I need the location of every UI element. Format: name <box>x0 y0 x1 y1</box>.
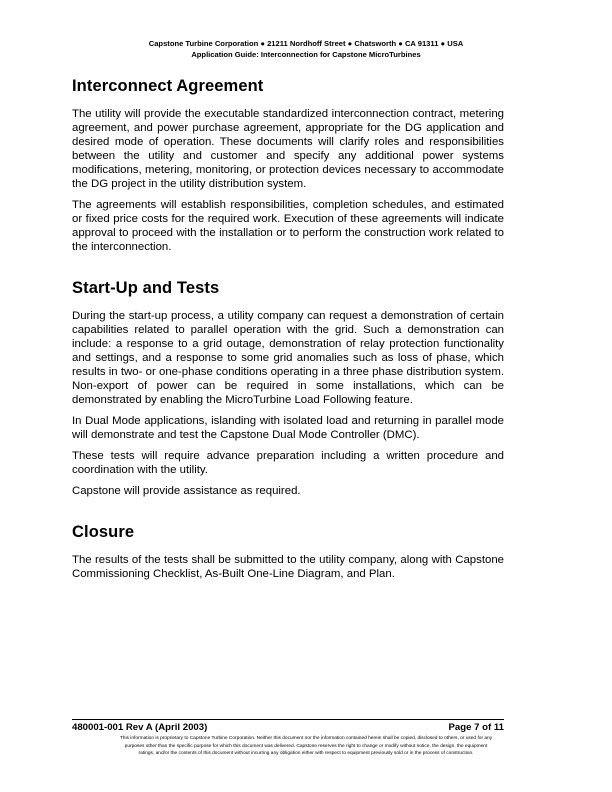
page-header <box>0 38 612 60</box>
page-number: Page 7 of 11 <box>448 722 504 733</box>
paragraph: Capstone will provide assistance as required. <box>72 485 301 497</box>
paragraph: During the start-up process, a utility company can request a demonstration of certain capabilities related to parallel operation with the grid. Such a demonstration can include: a response to a grid outage, demonstration of relay protection functionality and settings, and a response to some grid anomalies such as loss of phase, which results in two- or one-phase conditions operating in a three phase distribution system. Non-export of power can be required in some installations, which can be demonstrated by enabling the MicroTurbine Load Following feature. <box>72 310 504 406</box>
document-title-line: Application Guide: Interconnection for Capstone MicroTurbines <box>191 50 421 59</box>
paragraph: In Dual Mode applications, islanding with isolated load and returning in parallel mode will demonstrate and test the Capstone Dual Mode Controller (DMC). <box>72 415 504 441</box>
paragraph: The results of the tests shall be submitted to the utility company, along with Capstone Commissioning Checklist, As-Built One-Line Diagram, and Plan. <box>72 554 504 580</box>
proprietary-disclaimer: This information is proprietary to Capstone Turbine Corporation. Neither this document nor the information contained herein shall be copied, disclosed to others, or used for any purposes other than the specific purpose for which this document was delivered. Capstone reserves the right to change or modify without notice, the design, the equipment ratings, and/or the contents of this document without incurring any obligation either with respect to equipment previously sold or in the process of construction. <box>119 736 493 756</box>
company-address-line: Capstone Turbine Corporation ● 21211 Nordhoff Street ● Chatsworth ● CA 91311 ● USA <box>148 39 464 48</box>
footer-divider <box>72 719 504 720</box>
section-heading-interconnect-agreement: Interconnect Agreement <box>72 77 264 95</box>
section-heading-closure: Closure <box>72 523 135 541</box>
paragraph: The agreements will establish responsibilities, completion schedules, and estimated or fixed price costs for the required work. Execution of these agreements will indicate approval to proceed with the installation or to perform the construction work related to the interconnection. <box>72 199 504 253</box>
paragraph: The utility will provide the executable standardized interconnection contract, metering agreement, and power purchase agreement, appropriate for the DG application and desired mode of operation. These documents will clarify roles and responsibilities between the utility and customer and specify any additional power systems modifications, metering, monitoring, or protection devices necessary to accommodate the DG project in the utility distribution system. <box>72 108 504 190</box>
section-heading-start-up-and-tests: Start-Up and Tests <box>72 279 220 297</box>
document-id: 480001-001 Rev A (April 2003) <box>72 722 208 733</box>
paragraph: These tests will require advance preparation including a written procedure and coordination with the utility. <box>72 450 504 476</box>
document-body <box>72 76 504 581</box>
